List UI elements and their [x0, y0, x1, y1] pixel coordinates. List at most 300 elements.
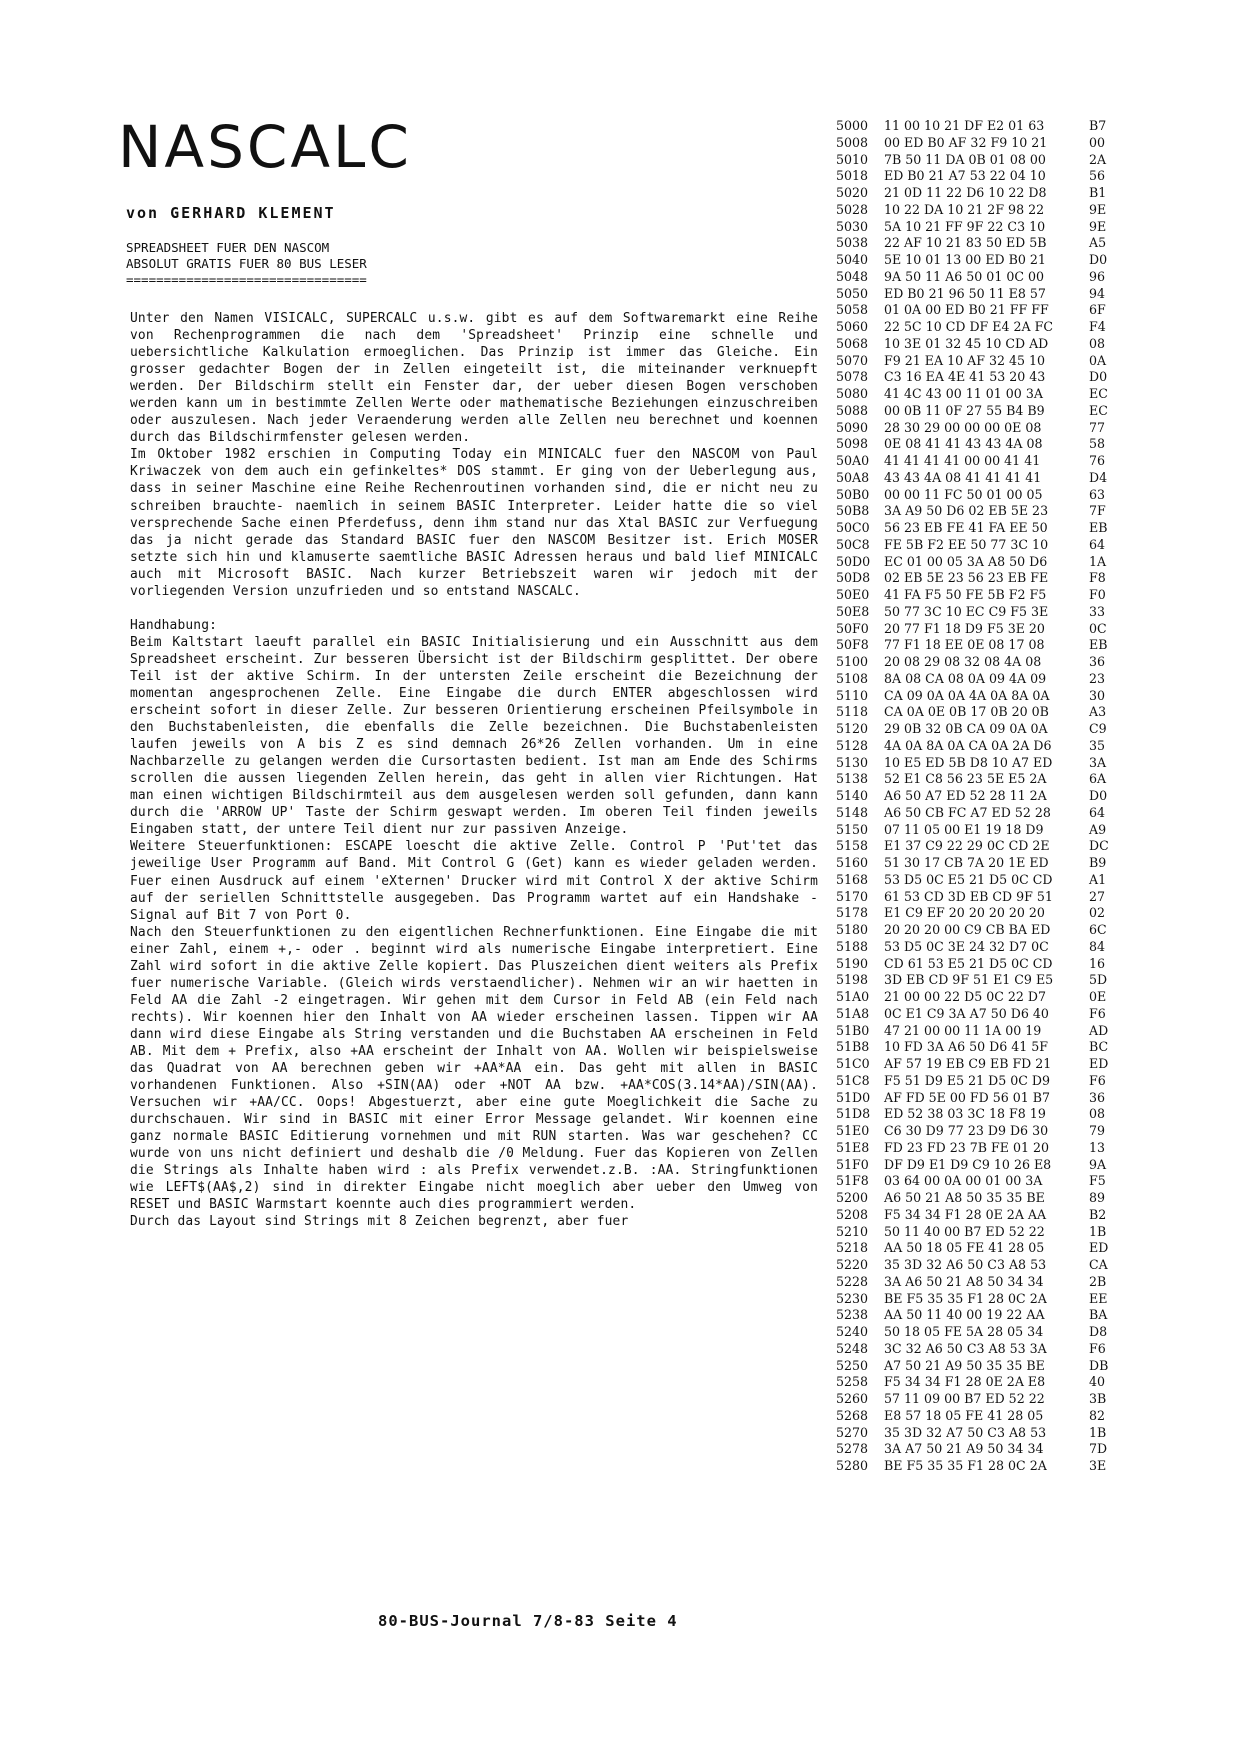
- hex-checksum: ED: [1089, 1240, 1109, 1256]
- hex-bytes: BE F5 35 35 F1 28 0C 2A: [884, 1458, 1047, 1473]
- hex-bytes: 41 41 41 41 00 00 41 41: [884, 453, 1041, 468]
- hex-bytes: A6 50 21 A8 50 35 35 BE: [884, 1190, 1045, 1205]
- hex-bytes: 03 64 00 0A 00 01 00 3A: [884, 1173, 1043, 1189]
- hex-checksum: F8: [1089, 570, 1106, 586]
- hex-bytes: 77 F1 18 EE 0E 08 17 08: [884, 637, 1045, 653]
- hex-checksum: 35: [1089, 737, 1106, 753]
- hex-row: [836, 1173, 1115, 1190]
- hex-checksum: A3: [1089, 704, 1107, 720]
- hex-row: [836, 755, 1115, 772]
- hex-row: [836, 855, 1115, 872]
- hex-address: 5060: [836, 319, 869, 334]
- hex-row: [836, 704, 1115, 721]
- hex-address: 5000: [836, 118, 869, 133]
- hex-checksum: 84: [1089, 938, 1106, 954]
- hex-address: 5168: [836, 871, 869, 887]
- hex-checksum: 63: [1089, 486, 1106, 502]
- hex-row: [836, 570, 1115, 587]
- hex-address: 51A8: [836, 1005, 870, 1021]
- hex-checksum: EC: [1089, 402, 1108, 418]
- hex-row: [836, 1157, 1115, 1174]
- hex-row: [836, 168, 1115, 185]
- hex-row: [836, 604, 1115, 621]
- hex-checksum: 1A: [1089, 553, 1107, 569]
- hex-row: [836, 503, 1115, 520]
- hex-checksum: EE: [1089, 1290, 1108, 1306]
- hex-checksum: D0: [1089, 788, 1108, 803]
- hex-bytes: BE F5 35 35 F1 28 0C 2A: [884, 1290, 1047, 1306]
- hex-address: 50E0: [836, 587, 870, 602]
- hex-address: 51E0: [836, 1123, 870, 1138]
- hex-bytes: 21 00 00 22 D5 0C 22 D7: [884, 989, 1047, 1004]
- subtitle-block: [126, 240, 367, 288]
- hex-row: [836, 838, 1115, 855]
- hex-address: 51F8: [836, 1173, 869, 1189]
- hex-checksum: EB: [1089, 637, 1108, 653]
- hex-bytes: AA 50 18 05 FE 41 28 05: [884, 1240, 1045, 1256]
- hex-bytes: E1 37 C9 22 29 0C CD 2E: [884, 838, 1050, 854]
- hex-bytes: AF FD 5E 00 FD 56 01 B7: [884, 1089, 1051, 1105]
- hex-bytes: 10 22 DA 10 21 2F 98 22: [884, 201, 1045, 217]
- hex-row: [836, 1391, 1115, 1408]
- hex-bytes: 0C E1 C9 3A A7 50 D6 40: [884, 1005, 1049, 1021]
- hex-checksum: 82: [1089, 1407, 1106, 1423]
- hex-row: [836, 1123, 1115, 1140]
- hex-bytes: 3D EB CD 9F 51 E1 C9 E5: [884, 972, 1054, 988]
- hex-row: [836, 922, 1115, 939]
- hex-bytes: 5A 10 21 FF 9F 22 C3 10: [884, 218, 1046, 234]
- hex-row: [836, 185, 1115, 202]
- hex-checksum: 7F: [1089, 503, 1106, 519]
- hex-address: 50B0: [836, 486, 870, 502]
- hex-checksum: 40: [1089, 1374, 1106, 1390]
- hex-bytes: 56 23 EB FE 41 FA EE 50: [884, 520, 1048, 535]
- hex-row: [836, 1257, 1115, 1274]
- hex-row: [836, 1458, 1115, 1475]
- hex-checksum: 0A: [1089, 352, 1107, 368]
- hex-bytes: CA 09 0A 0A 4A 0A 8A 0A: [884, 687, 1050, 703]
- hex-bytes: E1 C9 EF 20 20 20 20 20: [884, 905, 1045, 921]
- hex-address: 5080: [836, 386, 869, 401]
- hex-checksum: 94: [1089, 285, 1106, 301]
- hex-row: [836, 956, 1115, 973]
- paragraph-layout-note: Durch das Layout sind Strings mit 8 Zeichen begrenzt, aber fuer: [130, 1214, 629, 1230]
- hex-address: 5068: [836, 335, 869, 351]
- hex-row: [836, 453, 1115, 470]
- hex-checksum: B9: [1089, 855, 1107, 870]
- hex-bytes: ED B0 21 96 50 11 E8 57: [884, 285, 1046, 301]
- hex-checksum: C9: [1089, 721, 1107, 736]
- hex-bytes: 53 D5 0C E5 21 D5 0C CD: [884, 871, 1053, 887]
- hex-checksum: 9A: [1089, 1156, 1107, 1172]
- hex-bytes: 22 5C 10 CD DF E4 2A FC: [884, 319, 1053, 334]
- hex-checksum: 16: [1089, 955, 1106, 971]
- hex-row: [836, 889, 1115, 906]
- hex-address: 5048: [836, 268, 869, 284]
- hex-address: 51D0: [836, 1089, 871, 1105]
- hex-checksum: 1B: [1089, 1223, 1107, 1239]
- hex-checksum: ED: [1089, 1056, 1109, 1071]
- hex-checksum: 76: [1089, 453, 1106, 468]
- hex-checksum: 0C: [1089, 620, 1107, 636]
- hex-row: [836, 252, 1115, 269]
- hex-bytes: 22 AF 10 21 83 50 ED 5B: [884, 235, 1047, 251]
- hex-bytes: 3A A6 50 21 A8 50 34 34: [884, 1273, 1044, 1289]
- hex-address: 5128: [836, 737, 869, 753]
- hex-bytes: 20 20 20 00 C9 CB BA ED: [884, 922, 1051, 937]
- hex-checksum: 23: [1089, 670, 1106, 686]
- hex-bytes: 11 00 10 21 DF E2 01 63: [884, 118, 1045, 133]
- hex-row: [836, 1291, 1115, 1308]
- hex-checksum: 77: [1089, 419, 1106, 435]
- hex-checksum: 3A: [1089, 754, 1107, 770]
- hex-address: 50D0: [836, 553, 871, 569]
- hex-row: [836, 1358, 1115, 1375]
- hex-address: 5178: [836, 905, 869, 921]
- hex-row: [836, 1106, 1115, 1123]
- hex-bytes: 9A 50 11 A6 50 01 0C 00: [884, 268, 1045, 284]
- hex-row: [836, 319, 1115, 336]
- hex-checksum: 96: [1089, 268, 1106, 284]
- hex-address: 5228: [836, 1273, 869, 1289]
- hex-checksum: 5D: [1089, 972, 1108, 988]
- hex-checksum: 02: [1089, 905, 1106, 921]
- hex-address: 5100: [836, 654, 869, 669]
- hex-address: 50A8: [836, 469, 870, 485]
- hex-address: 51F0: [836, 1156, 869, 1172]
- hex-row: [836, 152, 1115, 169]
- hex-checksum: DB: [1089, 1357, 1109, 1373]
- hex-bytes: C3 16 EA 4E 41 53 20 43: [884, 369, 1046, 385]
- hex-checksum: F6: [1089, 1072, 1106, 1088]
- hex-row: [836, 1240, 1115, 1257]
- hex-bytes: 53 D5 0C 3E 24 32 D7 0C: [884, 938, 1049, 954]
- hex-bytes: 28 30 29 00 00 00 0E 08: [884, 419, 1042, 435]
- hex-address: 50A0: [836, 453, 870, 468]
- hex-address: 5140: [836, 788, 869, 803]
- hex-row: [836, 487, 1115, 504]
- paragraph-handling: Beim Kaltstart laeuft parallel ein BASIC Initialisierung und ein Ausschnitt aus dem Spreadsheet erscheint. Zur besseren Übersicht ist der Bildschirm gesplittet. Der obere Teil ist der aktive Schirm. In der untersten Zeile erscheint die Bezeichnung der momentan angesprochenen Zelle. Eine Eingabe die durch ENTER abgeschlossen wird erscheint sofort in dieser Zelle. Zur besseren Orientierung erscheinen Pfeilsymbole in den Buchstabenleisten, die ebenfalls die Zelle bezeichnen. Die Buchstabenleisten laufen jeweils von A bis Z es sind demnach 26*26 Zellen vorhanden. Um in eine Nachbarzelle zu gelangen werden die Cursortasten bedient. Ist man am Ende des Schirms scrollen die aussen liegenden Zellen herein, das geht in allen vier Richtungen. Hat man einen wichtigen Bildschirmteil aus dem ausgelesen werden soll gefunden, dann kann durch die 'ARROW UP' Taste der Schirm geswapt werden. Im oberen Teil finden jeweils Eingaben statt, der untere Teil dient nur zur passiven Anzeige.: [130, 634, 818, 838]
- hex-row: [836, 1056, 1115, 1073]
- hex-bytes: 00 00 11 FC 50 01 00 05: [884, 486, 1043, 502]
- hex-address: 5198: [836, 972, 869, 988]
- hex-bytes: 35 3D 32 A6 50 C3 A8 53: [884, 1257, 1047, 1272]
- hex-bytes: AA 50 11 40 00 19 22 AA: [884, 1307, 1045, 1323]
- hex-checksum: F4: [1089, 319, 1106, 334]
- hex-bytes: 61 53 CD 3D EB CD 9F 51: [884, 888, 1053, 904]
- hex-bytes: 20 77 F1 18 D9 F5 3E 20: [884, 620, 1045, 636]
- hex-checksum: 56: [1089, 168, 1106, 184]
- hex-checksum: AD: [1089, 1022, 1109, 1038]
- hex-checksum: 2B: [1089, 1273, 1107, 1289]
- hex-row: [836, 118, 1115, 135]
- hex-row: [836, 587, 1115, 604]
- hex-row: [836, 637, 1115, 654]
- hex-bytes: CA 0A 0E 0B 17 0B 20 0B: [884, 704, 1049, 720]
- hex-bytes: 3A A7 50 21 A9 50 34 34: [884, 1441, 1044, 1457]
- paragraph-history: Im Oktober 1982 erschien in Computing Today ein MINICALC fuer den NASCOM von Paul Kriwaczek von dem auch ein gefinkeltes* DOS stammt. Er ging von der Ueberlegung aus, dass in seiner Maschine eine Reihe Rechenroutinen vorhanden sind, die er nicht neu zu schreiben brauchte- naemlich in seinem BASIC Interpreter. Leider hatte die so viel versprechende Sache einen Pferdefuss, denn ihm stand nur das Xtal BASIC zur Verfuegung das ja nicht gerade das Standard BASIC fuer den NASCOM Besitzer ist. Erich MOSER setzte sich hin und klamuserte saemtliche BASIC Adressen heraus und bald lief MINICALC auch mit Microsoft BASIC. Nach kurzer Betriebszeit waren wir jedoch mit der vorliegenden Version unzufrieden und so entstand NASCALC.: [130, 447, 818, 599]
- hex-checksum: D0: [1089, 252, 1108, 267]
- hex-address: 5248: [836, 1340, 869, 1356]
- hex-address: 5090: [836, 419, 869, 435]
- hex-row: [836, 1374, 1115, 1391]
- hex-address: 5170: [836, 888, 869, 904]
- subtitle-line: ABSOLUT GRATIS FUER 80 BUS LESER: [126, 256, 367, 271]
- hex-row: [836, 353, 1115, 370]
- hex-row: [836, 436, 1115, 453]
- hex-address: 5008: [836, 134, 869, 150]
- hex-dump-listing: [836, 118, 1115, 1475]
- hex-address: 5220: [836, 1257, 869, 1272]
- hex-address: 5098: [836, 436, 869, 452]
- hex-bytes: A7 50 21 A9 50 35 35 BE: [884, 1357, 1045, 1373]
- hex-row: [836, 202, 1115, 219]
- hex-address: 5210: [836, 1223, 869, 1239]
- hex-address: 5138: [836, 771, 869, 787]
- hex-row: [836, 989, 1115, 1006]
- hex-row: [836, 1039, 1115, 1056]
- hex-bytes: 01 0A 00 ED B0 21 FF FF: [884, 302, 1049, 318]
- hex-row: [836, 1207, 1115, 1224]
- hex-bytes: F5 34 34 F1 28 0E 2A E8: [884, 1374, 1046, 1390]
- hex-bytes: 43 43 4A 08 41 41 41 41: [884, 469, 1042, 485]
- hex-row: [836, 537, 1115, 554]
- hex-row: [836, 470, 1115, 487]
- hex-bytes: 00 0B 11 0F 27 55 B4 B9: [884, 402, 1045, 418]
- hex-bytes: 02 EB 5E 23 56 23 EB FE: [884, 570, 1049, 586]
- hex-bytes: 7B 50 11 DA 0B 01 08 00: [884, 151, 1046, 167]
- hex-address: 5188: [836, 938, 869, 954]
- hex-address: 5088: [836, 402, 869, 418]
- hex-row: [836, 1140, 1115, 1157]
- hex-row: [836, 336, 1115, 353]
- hex-bytes: 51 30 17 CB 7A 20 1E ED: [884, 855, 1049, 870]
- hex-row: [836, 269, 1115, 286]
- hex-checksum: 13: [1089, 1139, 1106, 1155]
- hex-bytes: 52 E1 C8 56 23 5E E5 2A: [884, 771, 1047, 787]
- hex-checksum: 3E: [1089, 1458, 1107, 1473]
- hex-row: [836, 1023, 1115, 1040]
- hex-row: [836, 671, 1115, 688]
- hex-checksum: A1: [1089, 871, 1107, 887]
- hex-address: 5160: [836, 855, 869, 870]
- hex-row: [836, 771, 1115, 788]
- hex-row: [836, 1408, 1115, 1425]
- hex-bytes: A6 50 CB FC A7 ED 52 28: [884, 804, 1051, 820]
- hex-bytes: 50 18 05 FE 5A 28 05 34: [884, 1324, 1044, 1339]
- hex-checksum: DC: [1089, 838, 1109, 854]
- hex-checksum: B2: [1089, 1206, 1107, 1222]
- hex-row: [836, 403, 1115, 420]
- hex-row: [836, 688, 1115, 705]
- hex-checksum: F6: [1089, 1005, 1106, 1021]
- hex-bytes: 20 08 29 08 32 08 4A 08: [884, 654, 1042, 669]
- hex-address: 5158: [836, 838, 869, 854]
- hex-row: [836, 1324, 1115, 1341]
- hex-checksum: EC: [1089, 386, 1108, 401]
- hex-bytes: DF D9 E1 D9 C9 10 26 E8: [884, 1156, 1052, 1172]
- hex-row: [836, 721, 1115, 738]
- hex-row: [836, 1307, 1115, 1324]
- hex-address: 51D8: [836, 1106, 871, 1122]
- hex-row: [836, 286, 1115, 303]
- subtitle-line: SPREADSHEET FUER DEN NASCOM: [126, 240, 330, 255]
- hex-bytes: F5 51 D9 E5 21 D5 0C D9: [884, 1072, 1051, 1088]
- hex-bytes: E8 57 18 05 FE 41 28 05: [884, 1407, 1044, 1423]
- hex-row: [836, 554, 1115, 571]
- hex-row: [836, 369, 1115, 386]
- hex-address: 51C8: [836, 1072, 870, 1088]
- hex-address: 5078: [836, 369, 869, 385]
- hex-address: 5238: [836, 1307, 869, 1323]
- hex-address: 5020: [836, 185, 869, 200]
- hex-checksum: 64: [1089, 536, 1106, 552]
- hex-address: 50C8: [836, 536, 870, 552]
- hex-address: 5058: [836, 302, 869, 318]
- hex-bytes: ED B0 21 A7 53 22 04 10: [884, 168, 1046, 184]
- hex-row: [836, 905, 1115, 922]
- hex-bytes: FE 5B F2 EE 50 77 3C 10: [884, 536, 1049, 552]
- article-title: NASCALC: [118, 113, 412, 181]
- hex-address: 5278: [836, 1441, 869, 1457]
- hex-bytes: 57 11 09 00 B7 ED 52 22: [884, 1391, 1045, 1406]
- hex-checksum: CA: [1089, 1257, 1108, 1272]
- hex-bytes: 4A 0A 8A 0A CA 0A 2A D6: [884, 737, 1052, 753]
- hex-checksum: D8: [1089, 1324, 1108, 1339]
- hex-row: [836, 135, 1115, 152]
- hex-address: 51B8: [836, 1039, 870, 1055]
- hex-row: [836, 872, 1115, 889]
- hex-checksum: F6: [1089, 1340, 1106, 1356]
- hex-bytes: 29 0B 32 0B CA 09 0A 0A: [884, 721, 1048, 736]
- hex-address: 5240: [836, 1324, 869, 1339]
- hex-address: 5268: [836, 1407, 869, 1423]
- hex-row: [836, 621, 1115, 638]
- hex-row: [836, 1341, 1115, 1358]
- hex-bytes: 10 E5 ED 5B D8 10 A7 ED: [884, 754, 1053, 770]
- paragraph-control-functions: Weitere Steuerfunktionen: ESCAPE loescht die aktive Zelle. Control P 'Put'tet das jeweilige User Programm auf Band. Mit Control G (Get) kann es wieder geladen werden. Fuer einen Ausdruck auf einem 'eXternen' Drucker wird mit Control X der aktive Schirm auf der seriellen Schnittstelle ausgegeben. Das Programm wartet auf ein Handshake - Signal auf Bit 7 von Port 0.: [130, 839, 818, 923]
- hex-address: 5018: [836, 168, 869, 184]
- hex-checksum: EB: [1089, 520, 1108, 535]
- hex-row: [836, 520, 1115, 537]
- hex-checksum: 30: [1089, 687, 1106, 703]
- hex-bytes: F9 21 EA 10 AF 32 45 10: [884, 352, 1046, 368]
- hex-bytes: ED 52 38 03 3C 18 F8 19: [884, 1106, 1046, 1122]
- hex-address: 5250: [836, 1357, 869, 1373]
- hex-checksum: 2A: [1089, 151, 1107, 167]
- hex-address: 5270: [836, 1424, 869, 1440]
- hex-address: 5200: [836, 1190, 869, 1205]
- hex-bytes: 50 11 40 00 B7 ED 52 22: [884, 1223, 1045, 1239]
- hex-row: [836, 1441, 1115, 1458]
- hex-address: 5130: [836, 754, 869, 770]
- hex-bytes: C6 30 D9 77 23 D9 D6 30: [884, 1123, 1049, 1138]
- hex-row: [836, 1425, 1115, 1442]
- hex-address: 5118: [836, 704, 869, 720]
- hex-row: [836, 805, 1115, 822]
- hex-address: 51A0: [836, 989, 870, 1004]
- hex-checksum: 64: [1089, 804, 1106, 820]
- hex-checksum: 7D: [1089, 1441, 1108, 1457]
- hex-address: 51B0: [836, 1022, 870, 1038]
- hex-bytes: 07 11 05 00 E1 19 18 D9: [884, 821, 1044, 837]
- hex-bytes: F5 34 34 F1 28 0E 2A AA: [884, 1206, 1047, 1222]
- hex-address: 50F8: [836, 637, 869, 653]
- hex-address: 5180: [836, 922, 869, 937]
- hex-address: 5150: [836, 821, 869, 837]
- hex-bytes: 00 ED B0 AF 32 F9 10 21: [884, 134, 1048, 150]
- paragraph-spacer: [130, 600, 818, 617]
- hex-address: 5148: [836, 804, 869, 820]
- author-byline: von GERHARD KLEMENT: [126, 204, 336, 222]
- hex-address: 5070: [836, 352, 869, 368]
- hex-checksum: B7: [1089, 118, 1107, 133]
- hex-address: 5190: [836, 955, 869, 971]
- hex-row: [836, 822, 1115, 839]
- hex-row: [836, 738, 1115, 755]
- hex-address: 5258: [836, 1374, 869, 1390]
- hex-checksum: 00: [1089, 134, 1106, 150]
- hex-checksum: B1: [1089, 185, 1107, 200]
- hex-checksum: A9: [1089, 821, 1107, 837]
- hex-checksum: 3B: [1089, 1391, 1107, 1406]
- hex-bytes: 50 77 3C 10 EC C9 F5 3E: [884, 603, 1049, 619]
- hex-address: 51E8: [836, 1139, 870, 1155]
- hex-bytes: 5E 10 01 13 00 ED B0 21: [884, 252, 1046, 267]
- hex-bytes: FD 23 FD 23 7B FE 01 20: [884, 1139, 1049, 1155]
- hex-checksum: 27: [1089, 888, 1106, 904]
- hex-address: 5010: [836, 151, 869, 167]
- hex-bytes: 21 0D 11 22 D6 10 22 D8: [884, 185, 1047, 200]
- hex-checksum: 6C: [1089, 922, 1107, 937]
- hex-address: 50E8: [836, 603, 870, 619]
- hex-checksum: 6F: [1089, 302, 1106, 318]
- hex-checksum: D0: [1089, 369, 1108, 385]
- hex-row: [836, 420, 1115, 437]
- hex-row: [836, 1190, 1115, 1207]
- hex-bytes: CD 61 53 E5 21 D5 0C CD: [884, 955, 1053, 971]
- hex-address: 5110: [836, 687, 869, 703]
- hex-address: 5280: [836, 1458, 869, 1473]
- hex-address: 5230: [836, 1290, 869, 1306]
- hex-row: [836, 1224, 1115, 1241]
- hex-address: 5050: [836, 285, 869, 301]
- hex-checksum: 79: [1089, 1123, 1106, 1138]
- hex-address: 5108: [836, 670, 869, 686]
- hex-address: 5260: [836, 1391, 869, 1406]
- hex-checksum: BA: [1089, 1307, 1108, 1323]
- hex-address: 5028: [836, 201, 869, 217]
- hex-bytes: 10 3E 01 32 45 10 CD AD: [884, 335, 1049, 351]
- hex-checksum: D4: [1089, 469, 1108, 485]
- hex-bytes: 3A A9 50 D6 02 EB 5E 23: [884, 503, 1049, 519]
- hex-address: 50F0: [836, 620, 869, 636]
- hex-checksum: 1B: [1089, 1424, 1107, 1440]
- hex-row: [836, 788, 1115, 805]
- hex-checksum: 36: [1089, 654, 1106, 669]
- hex-checksum: 33: [1089, 603, 1106, 619]
- hex-checksum: F5: [1089, 1173, 1106, 1189]
- hex-address: 50C0: [836, 520, 870, 535]
- hex-row: [836, 1090, 1115, 1107]
- hex-checksum: 9E: [1089, 218, 1107, 234]
- hex-checksum: A5: [1089, 235, 1107, 251]
- hex-checksum: BC: [1089, 1039, 1109, 1055]
- hex-address: 5208: [836, 1206, 869, 1222]
- hex-bytes: A6 50 A7 ED 52 28 11 2A: [884, 788, 1047, 803]
- hex-bytes: 0E 08 41 41 43 43 4A 08: [884, 436, 1043, 452]
- hex-checksum: 6A: [1089, 771, 1107, 787]
